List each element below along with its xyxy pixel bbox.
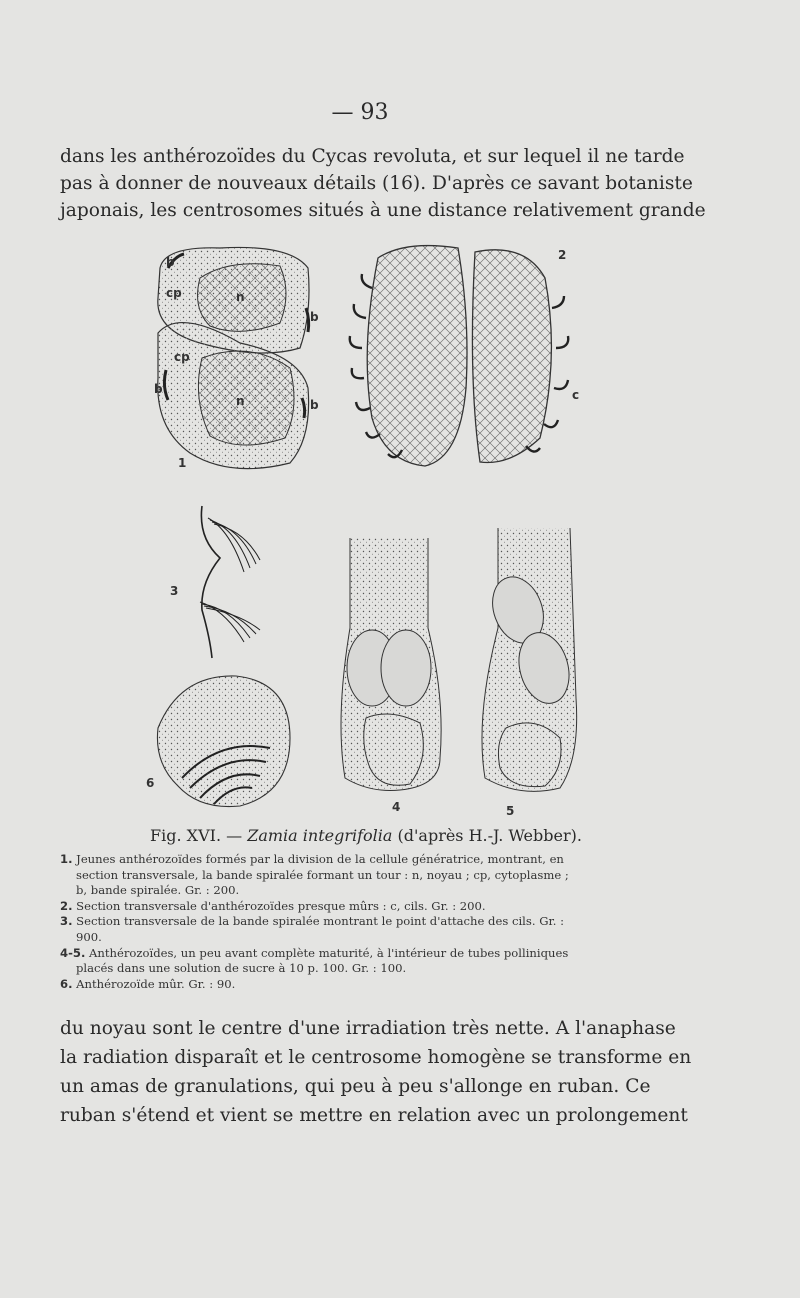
fig5-drawing <box>482 528 577 791</box>
legend-line: Section transversale d'anthérozoïdes presque mûrs : c, cils. Gr. : 200. <box>76 898 486 913</box>
legend-entry <box>60 899 690 915</box>
legend-line: 900. <box>76 929 102 944</box>
fig4-label: 4 <box>392 800 401 814</box>
legend-line: section transversale, la bande spiralée formant un tour : n, noyau ; cp, cytoplasme ; <box>76 867 569 882</box>
fig4-drawing <box>341 538 441 791</box>
fig3-label: 3 <box>170 584 179 598</box>
fig6-label: 6 <box>146 776 155 790</box>
label-b: b <box>166 255 175 269</box>
label-n: n <box>236 290 245 304</box>
legend-line: Anthérozoïdes, un peu avant complète maturité, à l'intérieur de tubes polliniques <box>89 945 569 960</box>
legend-entry <box>60 852 690 899</box>
text-line: un amas de granulations, qui peu à peu s'allonge en ruban. Ce <box>60 1076 651 1097</box>
legend-number: 6. <box>60 976 73 991</box>
label-b: b <box>154 382 163 396</box>
text-line: du noyau sont le centre d'une irradiation très nette. A l'anaphase <box>60 1018 676 1039</box>
legend-number: 4-5. <box>60 945 86 960</box>
figure-legend <box>60 852 690 992</box>
figure-caption <box>60 826 672 845</box>
fig5-label: 5 <box>506 804 515 818</box>
text-line: la radiation disparaît et le centrosome homogène se transforme en <box>60 1047 692 1068</box>
legend-entry <box>60 914 690 945</box>
text-line: ruban s'étend et vient se mettre en relation avec un prolongement <box>60 1105 688 1126</box>
legend-number: 3. <box>60 914 73 929</box>
fig2-drawing <box>350 246 569 466</box>
caption-species: Zamia integrifolia <box>247 826 393 845</box>
legend-line: Jeunes anthérozoïdes formés par la division de la cellule génératrice, montrant, en <box>76 852 564 866</box>
text-line: pas à donner de nouveaux détails (16). D'après ce savant botaniste <box>60 173 693 194</box>
legend-line: placés dans une solution de sucre à 10 p. 100. Gr. : 100. <box>76 961 407 976</box>
legend-entry <box>60 946 690 977</box>
paragraph-bottom <box>60 1014 692 1130</box>
fig1-label: 1 <box>178 456 187 470</box>
legend-entry <box>60 977 690 993</box>
caption-prefix: Fig. XVI. — <box>150 826 248 845</box>
legend-line: Anthérozoïde mûr. Gr. : 90. <box>76 976 236 991</box>
legend-line: b, bande spiralée. Gr. : 200. <box>76 883 240 898</box>
text-line: japonais, les centrosomes situés à une distance relativement grande <box>60 200 706 221</box>
label-b: b <box>310 310 319 324</box>
label-n: n <box>236 394 245 408</box>
paragraph-top <box>60 143 706 224</box>
legend-number: 2. <box>60 898 73 913</box>
legend-number: 1. <box>60 852 73 866</box>
fig6-drawing <box>157 676 290 807</box>
legend-line: Section transversale de la bande spiralée montrant le point d'attache des cils. Gr. : <box>76 914 565 929</box>
label-cp: cp <box>166 286 182 300</box>
label-b: b <box>310 398 319 412</box>
fig3-drawing <box>200 506 260 658</box>
label-cp: cp <box>174 350 190 364</box>
figure-drawings <box>140 238 590 818</box>
figure-zamia <box>140 238 590 818</box>
fig2-label: 2 <box>558 248 567 262</box>
label-c: c <box>572 388 580 402</box>
caption-suffix: (d'après H.-J. Webber). <box>392 826 582 845</box>
text-line: dans les anthérozoïdes du Cycas revoluta, et sur lequel il ne tarde <box>60 146 685 167</box>
page-number: — 93 <box>331 100 389 125</box>
